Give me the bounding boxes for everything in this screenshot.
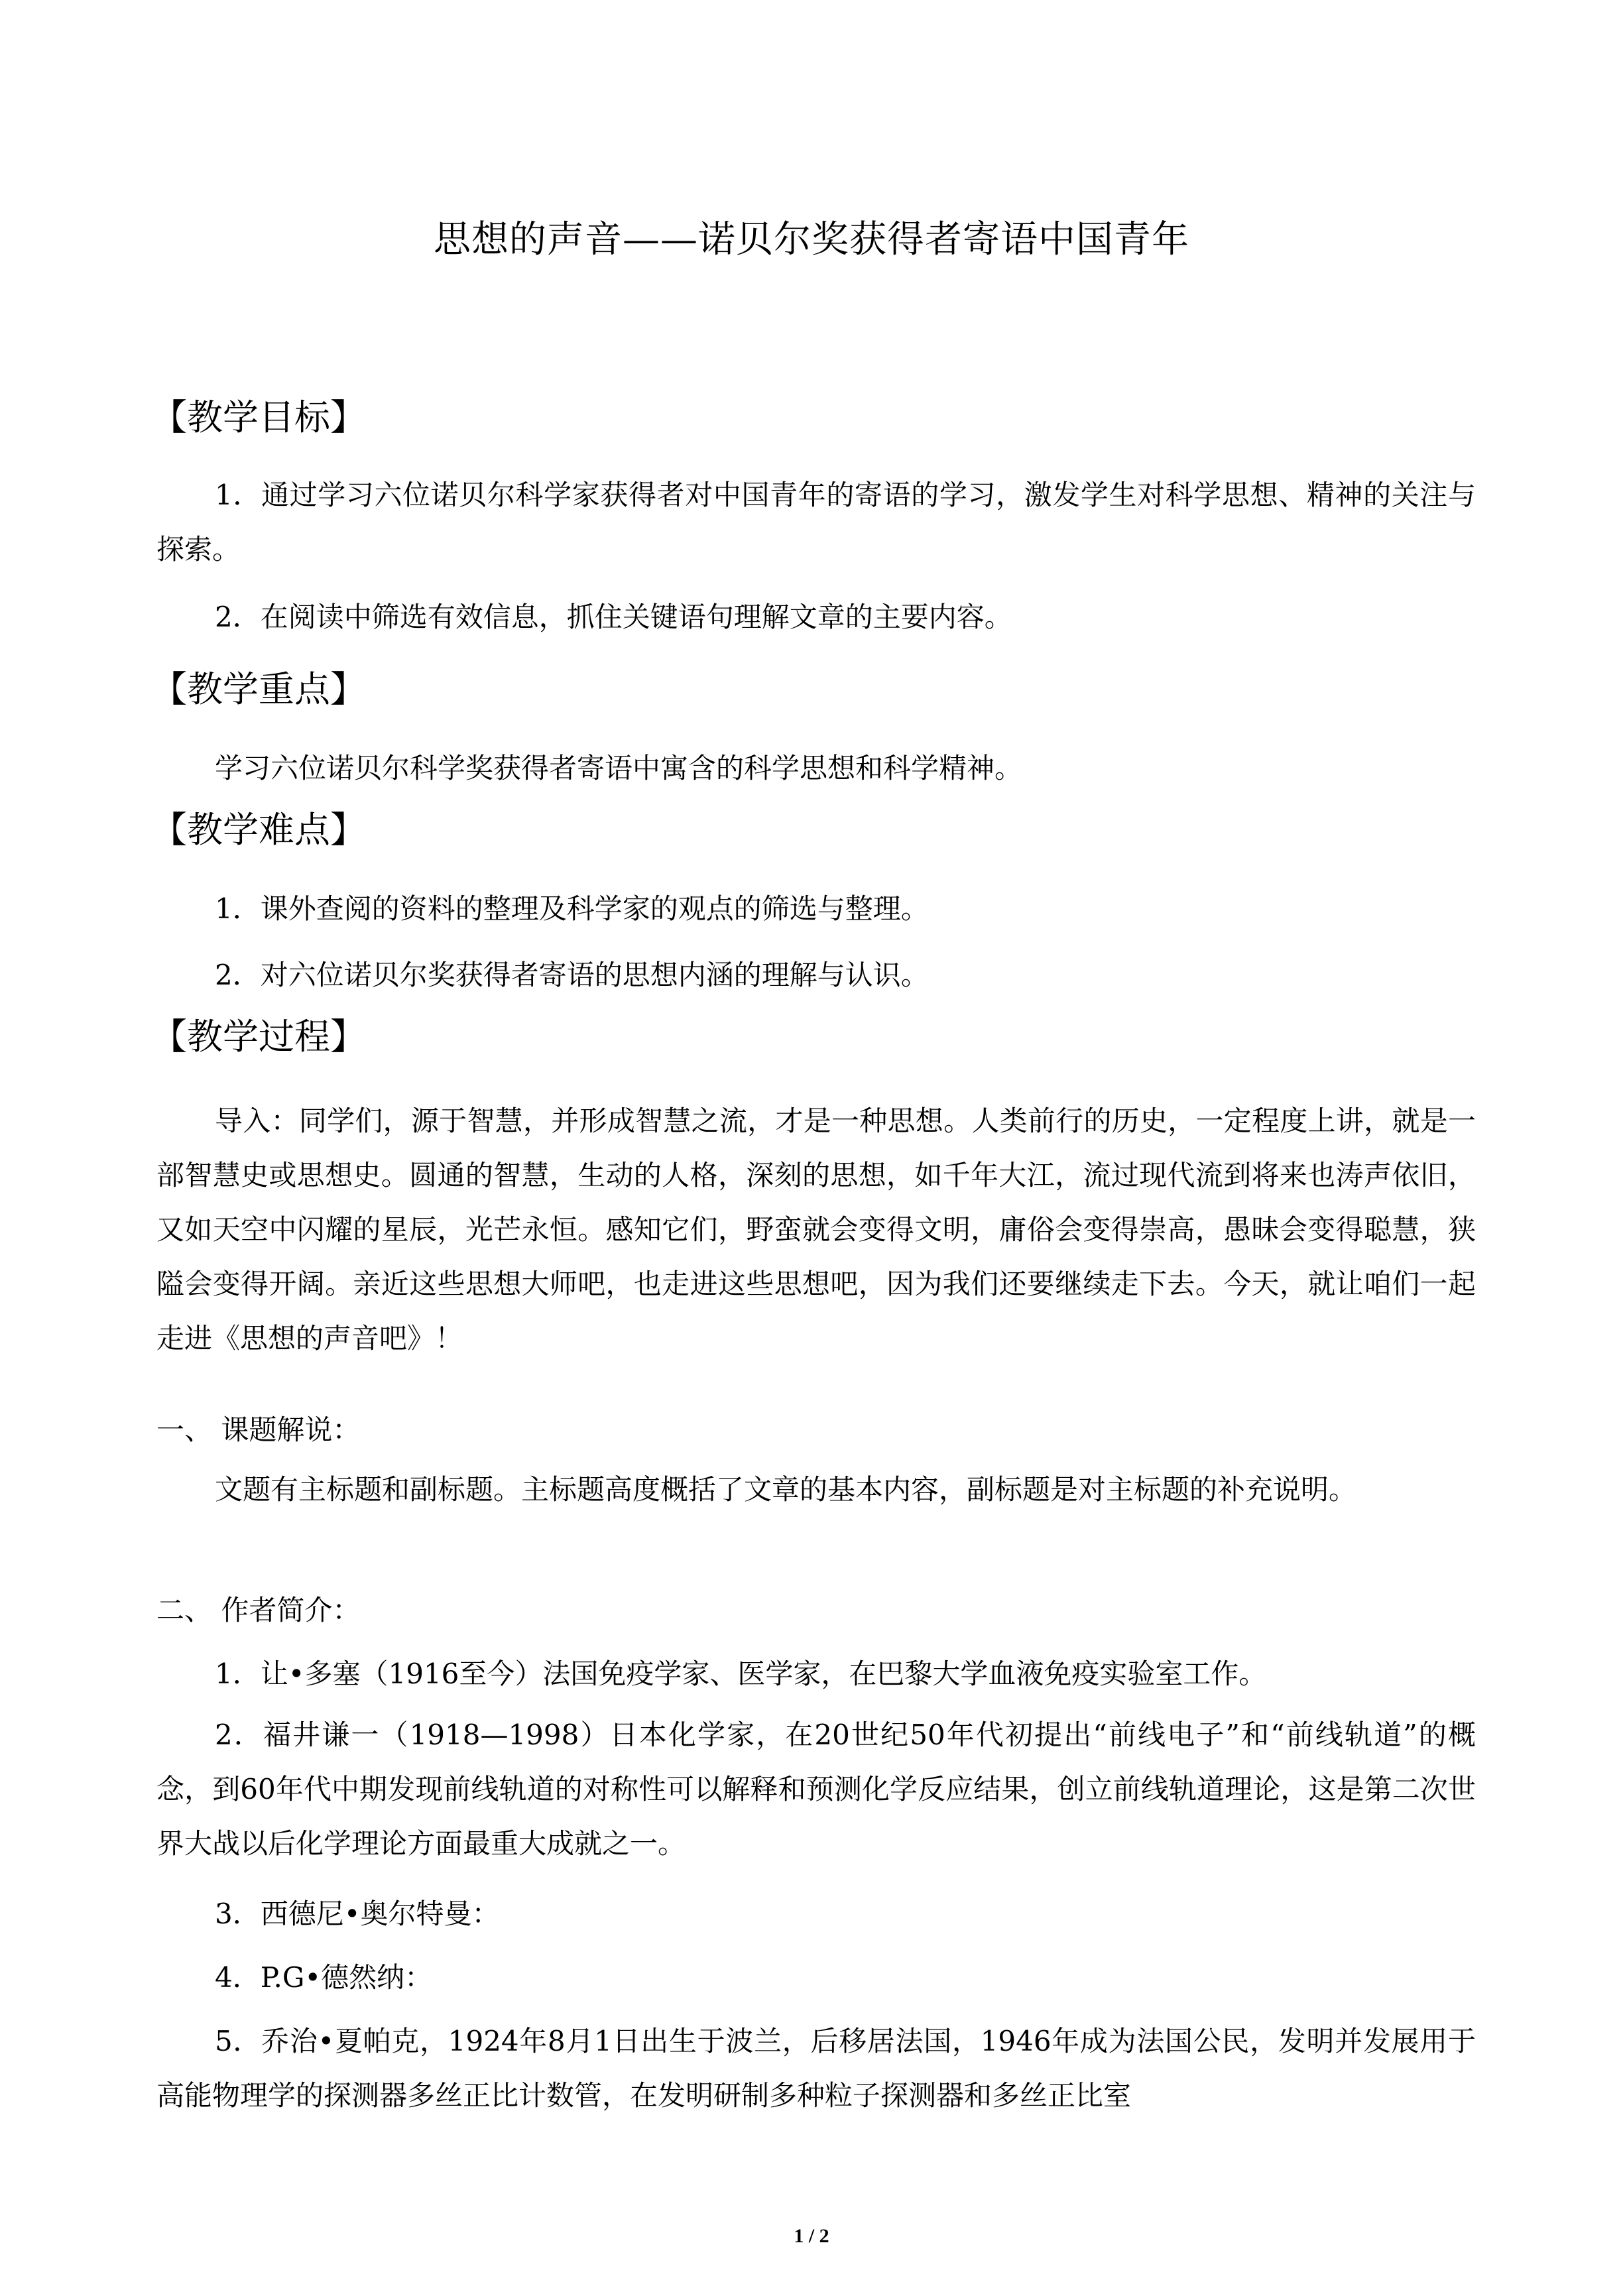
author-item-1: 1．让•多塞（1916至今）法国免疫学家、医学家，在巴黎大学血液免疫实验室工作。 [215,1658,1267,1690]
heading-teaching-process: 【教学过程】 [151,1016,366,1057]
heading-key-points: 【教学重点】 [151,668,366,710]
page-number: 1 / 2 [794,2225,829,2247]
section-topic-explanation-title: 一、 课题解说： [156,1414,361,1446]
difficulty-item-2: 2．对六位诺贝尔奖获得者寄语的思想内涵的理解与认识。 [215,959,929,991]
author-item-2: 2．福井谦一（1918—1998）日本化学家，在20世纪50年代初提出“前线电子”和“前线轨道”的概念，到60年代中期发现前线轨道的对称性可以解释和预测化学反应结果，创立前线轨道理论，这是第二次世界大战以后化学理论方面最重大成就之一。 [156,1719,1476,1860]
author-item-4: 4．P.G•德然纳： [215,1961,433,1994]
heading-teaching-goals: 【教学目标】 [151,396,366,438]
topic-explanation-text: 文题有主标题和副标题。主标题高度概括了文章的基本内容，副标题是对主标题的补充说明。 [215,1473,1357,1506]
heading-difficulties: 【教学难点】 [151,809,366,851]
section-author-intro-title: 二、 作者简介： [156,1594,361,1626]
key-points-text: 学习六位诺贝尔科学奖获得者寄语中寓含的科学思想和科学精神。 [215,752,1023,784]
author-item-5: 5．乔治•夏帕克，1924年8月1日出生于波兰，后移居法国，1946年成为法国公民，发明并发展用于高能物理学的探测器多丝正比计数管，在发明研制多种粒子探测器和多丝正比室 [156,2025,1476,2112]
goal-item-2: 2．在阅读中筛选有效信息，抓住关键语句理解文章的主要内容。 [215,601,1012,633]
difficulty-item-1: 1．课外查阅的资料的整理及科学家的观点的筛选与整理。 [215,892,929,925]
author-item-3: 3．西德尼•奥尔特曼： [215,1898,500,1930]
goal-item-1: 1．通过学习六位诺贝尔科学家获得者对中国青年的寄语的学习，激发学生对科学思想、精神的关注与探索。 [156,479,1476,566]
process-intro: 导入：同学们，源于智慧，并形成智慧之流，才是一种思想。人类前行的历史，一定程度上讲，就是一部智慧史或思想史。圆通的智慧，生动的人格，深刻的思想，如千年大江，流过现代流到将来也涛声依旧，又如天空中闪耀的星辰，光芒永恒。感知它们，野蛮就会变得文明，庸俗会变得崇高，愚昧会变得聪慧，狭隘会变得开阔。亲近这些思想大师吧，也走进这些思想吧，因为我们还要继续走下去。今天，就让咱们一起走进《思想的声音吧》！ [156,1105,1476,1355]
document-title: 思想的声音——诺贝尔奖获得者寄语中国青年 [434,218,1189,261]
